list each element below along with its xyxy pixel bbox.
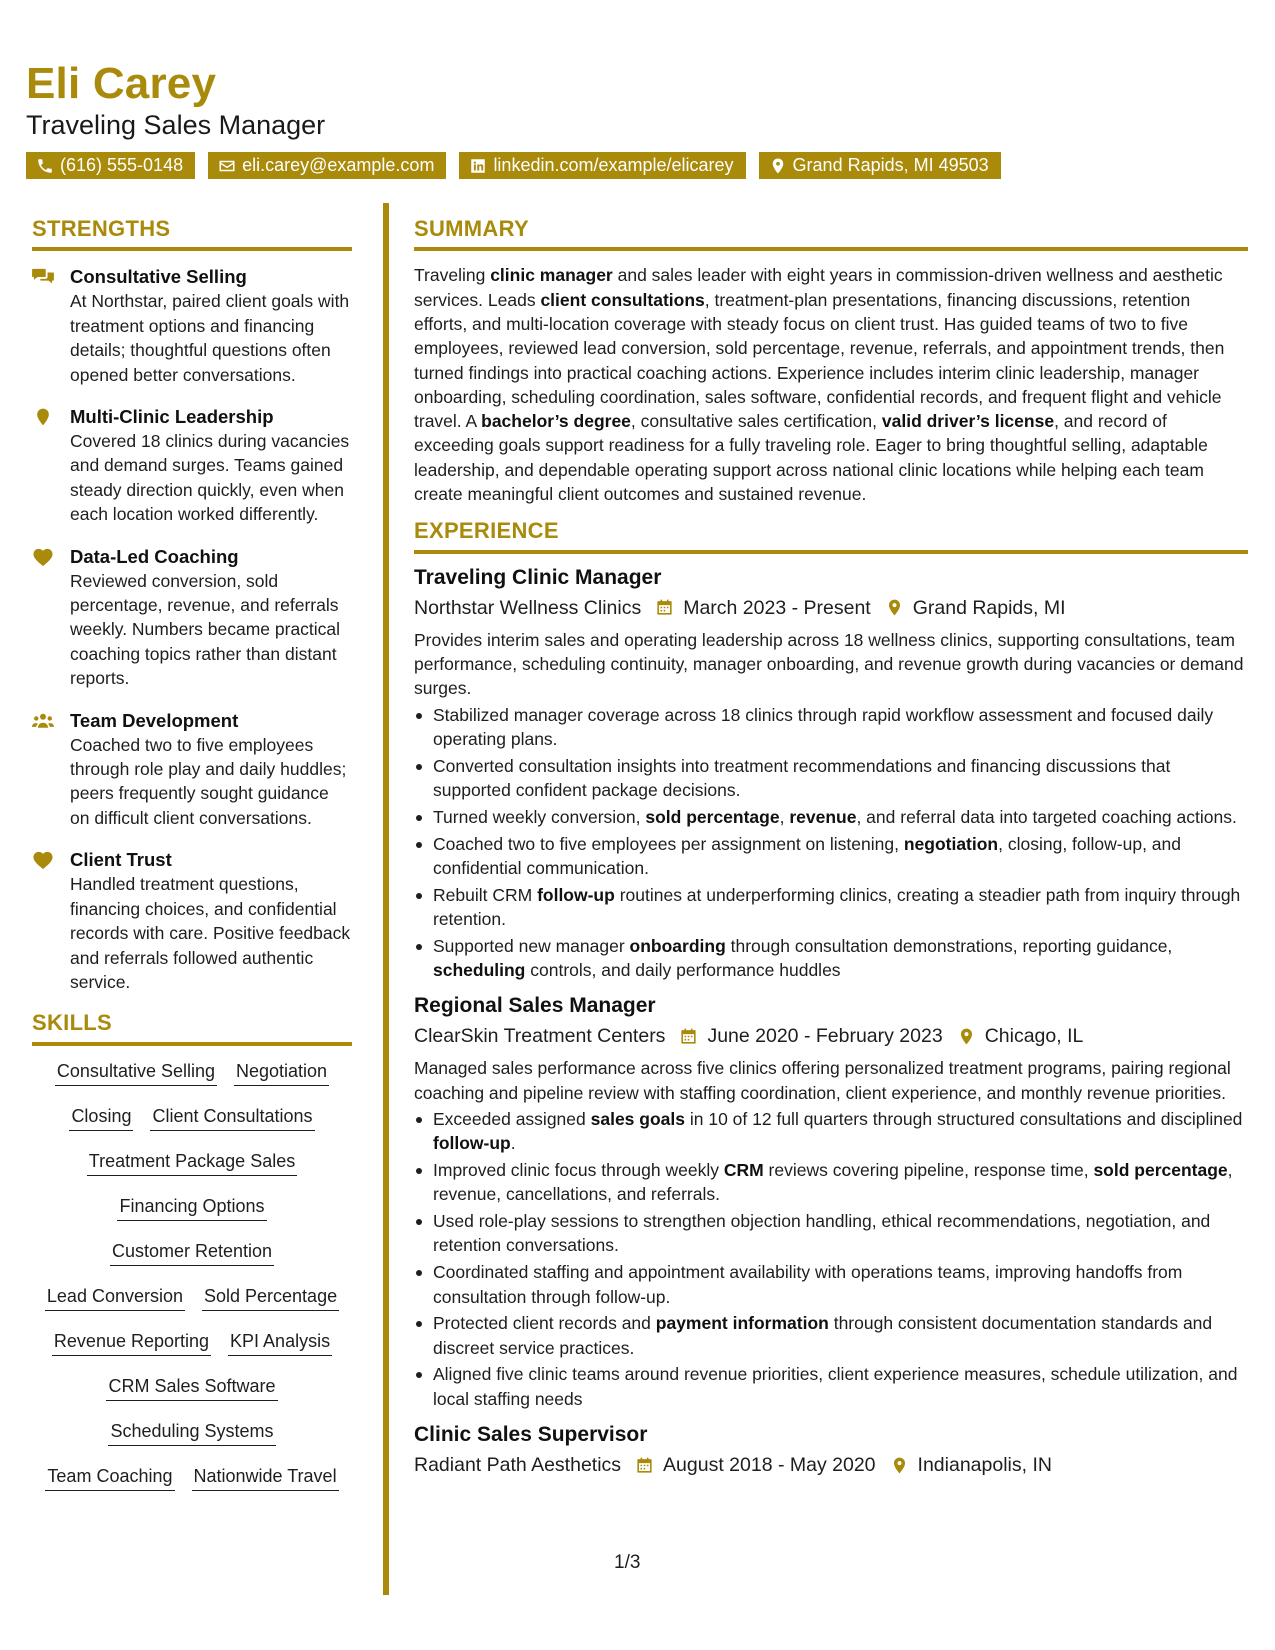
text-segment: in 10 of 12 full quarters through structured consultations and disciplined — [685, 1109, 1243, 1129]
contact-location-text: Grand Rapids, MI 49503 — [792, 155, 989, 175]
bold-keyword: valid driver’s license — [881, 411, 1055, 432]
skill-row — [32, 1330, 352, 1375]
page-number: 1/3 — [614, 1552, 641, 1573]
text-segment: , revenue, cancellations, and referrals. — [433, 1160, 1233, 1205]
text-segment: through consistent documentation standards and discreet service practices. — [433, 1313, 1213, 1358]
experience-heading: EXPERIENCE — [414, 518, 1248, 553]
bold-keyword: payment information — [655, 1313, 829, 1334]
job-entry — [414, 1421, 1248, 1480]
skill-row — [32, 1465, 352, 1510]
text-segment: Turned weekly conversion, — [433, 806, 646, 827]
job-dates: June 2020 - February 2023 — [707, 1025, 943, 1048]
candidate-title: Traveling Sales Manager — [26, 110, 326, 140]
column-divider — [383, 203, 389, 1595]
job-meta — [414, 1021, 1248, 1051]
text-segment: , consultative sales certification, — [630, 411, 882, 432]
job-location: Chicago, IL — [984, 1025, 1084, 1048]
skill-tag: Scheduling Systems — [108, 1420, 275, 1446]
skill-tag: Consultative Selling — [55, 1060, 217, 1086]
calendar-icon — [635, 1456, 654, 1475]
strength-title: Data-Led Coaching — [70, 545, 239, 567]
text-segment: , and record of exceeding goals support readiness for a fully traveling role. Eager to bring thoughtful selling, adaptable leadership, and dependable operating support across national clinic locations while helping each team create meaningful client outcomes and sustained revenue. — [414, 411, 1208, 505]
text-segment: , closing, follow-up, and confidential communication. — [433, 833, 1182, 878]
left-column — [32, 216, 352, 1510]
text-segment: controls, and daily performance huddles — [525, 960, 841, 981]
job-company: ClearSkin Treatment Centers — [414, 1025, 666, 1048]
strength-item — [32, 709, 352, 831]
location-pin-icon — [890, 1456, 909, 1475]
bold-keyword: scheduling — [433, 960, 526, 981]
job-description: Managed sales performance across five clinics offering personalized treatment programs, pairing regional coaching and pipeline review with staffing coordination, client experience, and monthly revenue priorities. — [414, 1058, 1231, 1103]
job-bullet — [414, 1260, 1248, 1309]
skill-row — [32, 1375, 352, 1420]
strength-item — [32, 848, 352, 994]
strength-desc: Covered 18 clinics during vacancies and demand surges. Teams gained steady direction quickly, even when each location worked differently. — [70, 431, 350, 525]
bold-keyword: bachelor’s degree — [481, 411, 631, 432]
text-segment: Coached two to five employees per assignment on listening, — [433, 833, 904, 854]
bold-keyword: CRM — [723, 1160, 764, 1181]
calendar-icon — [679, 1027, 698, 1046]
candidate-name: Eli Carey — [26, 59, 217, 108]
summary-heading: SUMMARY — [414, 216, 1248, 251]
location-pin-icon — [769, 157, 787, 175]
skill-tag: Treatment Package Sales — [87, 1150, 297, 1176]
bold-keyword: sold percentage — [1093, 1160, 1228, 1181]
skills-heading: SKILLS — [32, 1010, 352, 1045]
job-bullet — [414, 832, 1248, 881]
strength-desc: Reviewed conversion, sold percentage, revenue, and referrals weekly. Numbers became practical coaching topics rather than distant reports. — [70, 570, 341, 689]
heart-icon — [32, 850, 54, 870]
skill-tag: Customer Retention — [110, 1240, 274, 1266]
bold-keyword: clinic manager — [490, 265, 613, 286]
job-bullet — [414, 934, 1248, 983]
job-bullet — [414, 1107, 1248, 1156]
text-segment: Rebuilt CRM — [433, 884, 538, 905]
job-bullet — [414, 1158, 1248, 1207]
heart-icon — [32, 547, 54, 567]
bold-keyword: follow-up — [433, 1133, 511, 1154]
text-segment: Protected client records and — [433, 1313, 656, 1334]
skill-row — [32, 1420, 352, 1465]
job-title: Clinic Sales Supervisor — [414, 1423, 648, 1447]
text-segment: through consultation demonstrations, reporting guidance, — [725, 935, 1173, 956]
skill-tag: Closing — [69, 1105, 133, 1131]
job-title: Regional Sales Manager — [414, 994, 656, 1018]
strength-title: Client Trust — [70, 849, 172, 871]
users-icon — [32, 711, 54, 731]
skills-list — [32, 1060, 352, 1510]
job-title: Traveling Clinic Manager — [414, 565, 662, 589]
job-dates: August 2018 - May 2020 — [663, 1454, 876, 1477]
location-pin-icon — [957, 1027, 976, 1046]
job-dates: March 2023 - Present — [683, 596, 871, 619]
text-segment: Exceeded assigned — [433, 1109, 591, 1129]
strength-item — [32, 265, 352, 387]
job-entry — [414, 564, 1248, 983]
job-meta — [414, 593, 1248, 623]
skill-tag: CRM Sales Software — [106, 1375, 277, 1401]
job-bullet — [414, 703, 1248, 752]
job-bullet — [414, 1311, 1248, 1360]
contact-phone[interactable] — [26, 152, 195, 179]
job-bullet — [414, 1209, 1248, 1258]
skill-tag: KPI Analysis — [228, 1330, 332, 1356]
job-bullet — [414, 805, 1248, 829]
strengths-list — [32, 265, 352, 994]
bold-keyword: negotiation — [903, 833, 999, 854]
contact-bar — [26, 152, 1001, 179]
bold-keyword: sales goals — [590, 1109, 685, 1129]
contact-linkedin[interactable] — [459, 152, 745, 179]
skill-tag: Negotiation — [234, 1060, 329, 1086]
text-segment: Used role-play sessions to strengthen objection handling, ethical recommendations, negotiation, and retention conversations. — [433, 1211, 1211, 1256]
job-company: Radiant Path Aesthetics — [414, 1454, 622, 1477]
strength-desc: At Northstar, paired client goals with treatment options and financing details; thoughtful questions often opened better conversations. — [70, 291, 350, 385]
strength-desc: Coached two to five employees through role play and daily huddles; peers frequently sought guidance on difficult client conversations. — [70, 734, 347, 828]
bold-keyword: client consultations — [540, 289, 705, 310]
bold-keyword: onboarding — [629, 935, 726, 956]
text-segment: Coordinated staffing and appointment availability with operations teams, improving handoffs from consultation through follow-up. — [433, 1262, 1183, 1307]
job-location: Indianapolis, IN — [917, 1454, 1052, 1477]
skill-tag: Sold Percentage — [202, 1285, 339, 1311]
skill-tag: Client Consultations — [150, 1105, 314, 1131]
job-bullet — [414, 883, 1248, 932]
text-segment: Stabilized manager coverage across 18 clinics through rapid workflow assessment and focused daily operating plans. — [433, 704, 1214, 749]
text-segment: and sales leader with eight years in commission-driven wellness and aesthetic services. Leads — [414, 265, 1223, 310]
contact-location — [759, 152, 1001, 179]
experience-list — [414, 564, 1248, 1480]
job-bullet — [414, 1362, 1248, 1411]
strength-item — [32, 405, 352, 527]
skill-row — [32, 1285, 352, 1330]
skill-row — [32, 1240, 352, 1285]
location-pin-icon — [885, 598, 904, 617]
text-segment: routines at underperforming clinics, creating a steadier path from inquiry through retention. — [433, 884, 1241, 930]
strength-title: Team Development — [70, 709, 239, 731]
linkedin-icon — [469, 157, 487, 175]
text-segment: Aligned five clinic teams around revenue priorities, client experience measures, schedule utilization, and local staffing needs — [433, 1364, 1238, 1409]
job-bullets — [414, 1107, 1248, 1411]
contact-linkedin-text: linkedin.com/example/elicarey — [493, 155, 734, 175]
job-description: Provides interim sales and operating leadership across 18 wellness clinics, supporting consultations, team performance, scheduling continuity, manager onboarding, and revenue growth during vacancies or demand surges. — [414, 629, 1244, 699]
contact-email[interactable] — [208, 152, 446, 179]
chat-bubbles-icon — [32, 267, 54, 287]
text-segment: Converted consultation insights into treatment recommendations and financing discussions that supported confident package decisions. — [433, 755, 1171, 801]
bold-keyword: sold percentage — [645, 806, 780, 827]
skill-row — [32, 1060, 352, 1105]
contact-phone-text: (616) 555-0148 — [60, 155, 184, 175]
strengths-heading: STRENGTHS — [32, 216, 352, 251]
calendar-icon — [655, 598, 674, 617]
summary-text — [414, 263, 1248, 506]
bold-keyword: revenue — [789, 806, 857, 827]
job-location: Grand Rapids, MI — [912, 596, 1066, 619]
text-segment: , treatment-plan presentations, financing discussions, retention efforts, and multi-location coverage with steady focus on client trust. Has guided teams of two to five employees, reviewed lead conversion, sold percentage, revenue, referrals, and appointment trends, then turned findings into practical coaching actions. Experience includes interim clinic leadership, manager onboarding, scheduling coordination, sales software, confidential records, and frequent flight and vehicle travel. A — [414, 289, 1225, 432]
strength-title: Multi-Clinic Leadership — [70, 406, 274, 428]
skill-row — [32, 1150, 352, 1195]
phone-icon — [36, 157, 54, 175]
strength-item — [32, 545, 352, 691]
skill-tag: Financing Options — [117, 1195, 266, 1221]
text-segment: reviews covering pipeline, response time, — [763, 1160, 1094, 1181]
text-segment: , and referral data into targeted coaching actions. — [856, 806, 1237, 827]
skill-row — [32, 1195, 352, 1240]
job-entry — [414, 992, 1248, 1411]
text-segment: Supported new manager — [433, 935, 630, 956]
bold-keyword: follow-up — [537, 884, 615, 905]
text-segment: . — [510, 1133, 516, 1154]
text-segment: , — [779, 806, 790, 827]
job-bullet — [414, 754, 1248, 803]
skill-tag: Nationwide Travel — [192, 1465, 339, 1491]
contact-email-text: eli.carey@example.com — [242, 155, 435, 175]
job-bullets — [414, 703, 1248, 983]
job-company: Northstar Wellness Clinics — [414, 596, 642, 619]
text-segment: Improved clinic focus through weekly — [433, 1160, 724, 1181]
skill-tag: Lead Conversion — [45, 1285, 185, 1311]
location-pin-icon — [32, 407, 54, 427]
strength-title: Consultative Selling — [70, 266, 247, 288]
skill-tag: Revenue Reporting — [52, 1330, 211, 1356]
skill-row — [32, 1105, 352, 1150]
job-meta — [414, 1450, 1248, 1480]
envelope-icon — [218, 157, 236, 175]
strength-desc: Handled treatment questions, financing choices, and confidential records with care. Positive feedback and referrals followed authentic service. — [70, 874, 351, 992]
right-column — [414, 216, 1248, 1480]
text-segment: Traveling — [414, 265, 491, 286]
skill-tag: Team Coaching — [45, 1465, 174, 1491]
